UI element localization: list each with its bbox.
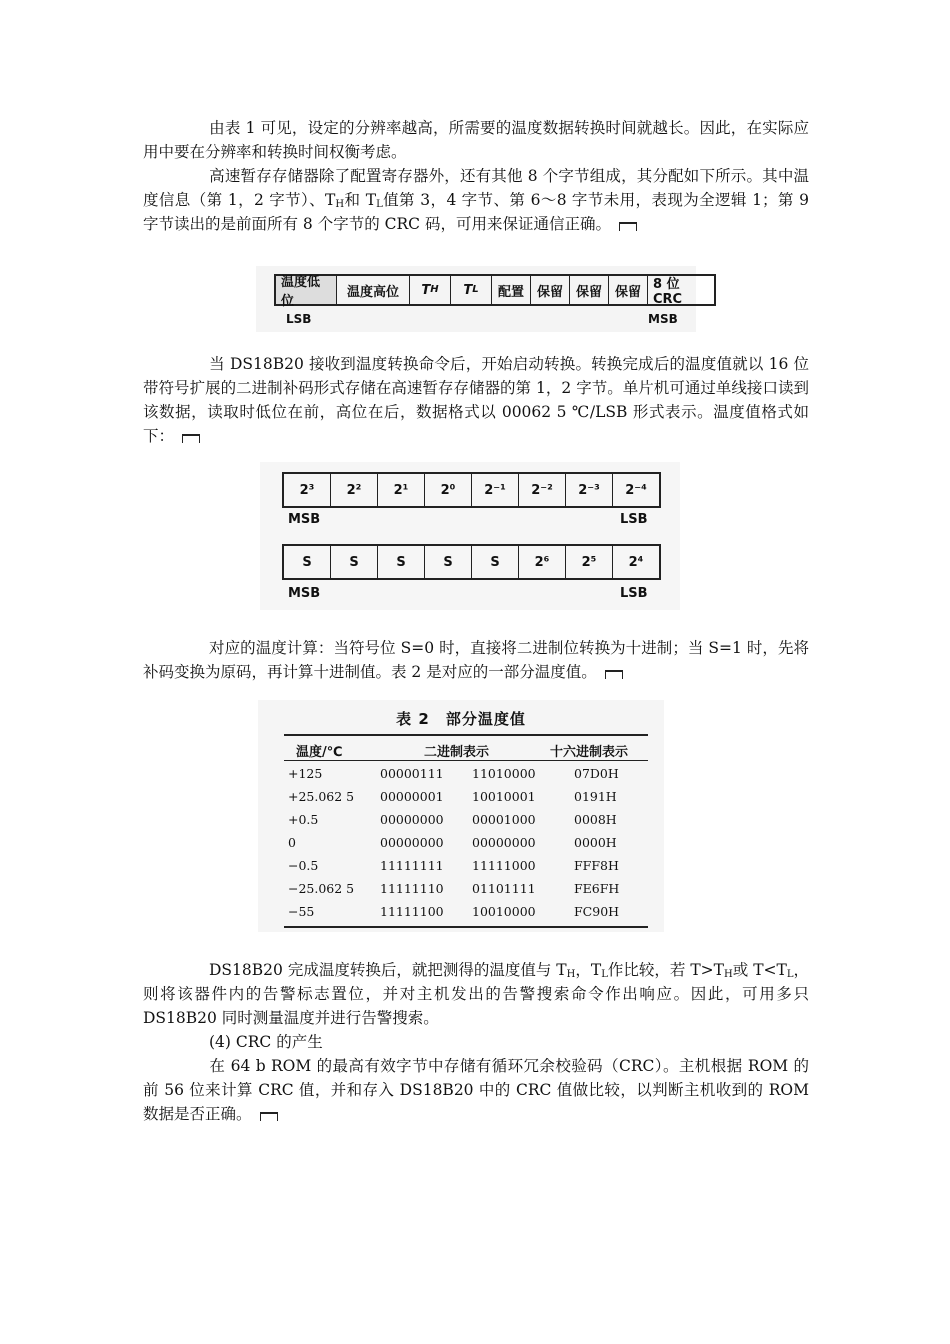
table-row: −55 11111100 10010000 FC90H <box>288 904 620 919</box>
table-row: +0.5 00000000 00001000 0008H <box>288 812 617 827</box>
paragraph-alarm: DS18B20 完成温度转换后，就把测得的温度值与 $T_H$，$T_L$作比较，若 $T>T_H$或 $T<T_L$，则将该器件内的告警标志置位，并对主机发出的告警搜索命令作出响应。因此，可用多只 DS18B20 同时测量温度并进行告警搜索。 <box>143 961 810 1027</box>
msb-label: MSB <box>288 586 321 601</box>
byte-cell: 保留 <box>609 276 648 304</box>
byte-cell: 保留 <box>531 276 570 304</box>
bit-cell: S <box>425 546 472 578</box>
bit-cell: 2⁰ <box>425 474 472 506</box>
section-heading-crc: (4) CRC 的产生 <box>209 1033 323 1051</box>
table-title: 表 2 部分温度值 <box>396 710 526 728</box>
table-row: −0.5 11111111 11111000 FFF8H <box>288 858 619 873</box>
bit-cell: S <box>284 546 331 578</box>
scratchpad-figure <box>256 266 696 332</box>
byte-cell: T L <box>451 276 492 304</box>
paragraph-calculation: 对应的温度计算：当符号位 S=0 时，直接将二进制位转换为十进制；当 S=1 时，先将补码变换为原码，再计算十进制值。表 2 是对应的一部分温度值。 <box>143 639 809 681</box>
bit-cell: 2⁻³ <box>566 474 613 506</box>
bit-cell: S <box>331 546 378 578</box>
bit-cell: 2⁻⁴ <box>625 482 647 498</box>
table-header: 二进制表示 <box>424 745 490 760</box>
table-row: −25.062 5 11111110 01101111 FE6FH <box>288 881 620 896</box>
table-header: 温度/℃ <box>296 745 343 760</box>
table-header: 十六进制表示 <box>550 745 629 760</box>
bit-cell: 2³ <box>284 474 331 506</box>
bit-cell: 2¹ <box>378 474 425 506</box>
byte-cell: 8 位 CRC <box>653 277 683 307</box>
paragraph-mark-icon <box>605 670 623 679</box>
paragraph-mark-icon <box>260 1112 278 1121</box>
byte-cell: 配置 <box>492 276 531 304</box>
byte-cell: T H <box>410 276 451 304</box>
bit-cell: 2⁻¹ <box>472 474 519 506</box>
paragraph-mark-icon <box>619 222 637 231</box>
temperature-table <box>258 700 664 932</box>
paragraph-mark-icon <box>182 434 200 443</box>
table-row: +25.062 5 00000001 10010001 0191H <box>288 789 617 804</box>
msb-label: MSB <box>648 312 678 326</box>
paragraph-conversion: 当 DS18B20 接收到温度转换命令后，开始启动转换。转换完成后的温度值就以 16 位带符号扩展的二进制补码形式存储在高速暂存存储器的第 1，2 字节。单片机可通过单线接口读到该数据，读取时低位在前，高位在后，数据格式以 00062 5 ℃/LSB 形式表示。温度值格式如下： <box>143 355 809 445</box>
bit-cell: 2⁵ <box>566 546 613 578</box>
paragraph-scratchpad: 高速暂存存储器除了配置寄存器外，还有其他 8 个字节组成，其分配如下所示。其中温度信息（第 1，2 字节）、$T_H$和 $T_L$值第 3，4 字节、第 6～8 字节未用，表现为全逻辑 1；第 9 字节读出的是前面所有 8 个字节的 CRC 码，可用来保证通信正确。 <box>143 167 810 233</box>
scratchpad-bytes-row <box>274 274 716 309</box>
table-header-rule <box>284 760 648 761</box>
bit-cell: 2⁴ <box>628 554 644 570</box>
temperature-format-figure <box>260 462 680 610</box>
byte-cell: 保留 <box>570 276 609 304</box>
lsb-label: LSB <box>620 512 648 527</box>
bit-cell: 2⁻² <box>519 474 566 506</box>
table-row: 0 00000000 00000000 0000H <box>288 835 617 850</box>
bit-cell: S <box>378 546 425 578</box>
table-top-rule <box>284 734 648 736</box>
temp-low-byte-row <box>282 472 661 508</box>
paragraph-resolution: 由表 1 可见，设定的分辨率越高，所需要的温度数据转换时间就越长。因此，在实际应用中要在分辨率和转换时间权衡考虑。 <box>143 119 809 161</box>
paragraph-crc: 在 64 b ROM 的最高有效字节中存储有循环冗余校验码（CRC）。主机根据 ROM 的前 56 位来计算 CRC 值，并和存入 DS18B20 中的 CRC 值做比较，以判断主机收到的 ROM 数据是否正确。 <box>143 1057 809 1123</box>
byte-cell: 温度高位 <box>337 276 410 304</box>
lsb-label: LSB <box>620 586 648 601</box>
bit-cell: 2⁶ <box>519 546 566 578</box>
bit-cell: 2² <box>331 474 378 506</box>
table-bottom-rule <box>284 926 648 928</box>
lsb-label: LSB <box>286 312 312 326</box>
byte-cell: 温度低位 <box>276 276 337 304</box>
table-row: +125 00000111 11010000 07D0H <box>288 766 619 781</box>
temp-high-byte-row <box>282 544 661 580</box>
bit-cell: S <box>472 546 519 578</box>
msb-label: MSB <box>288 512 321 527</box>
